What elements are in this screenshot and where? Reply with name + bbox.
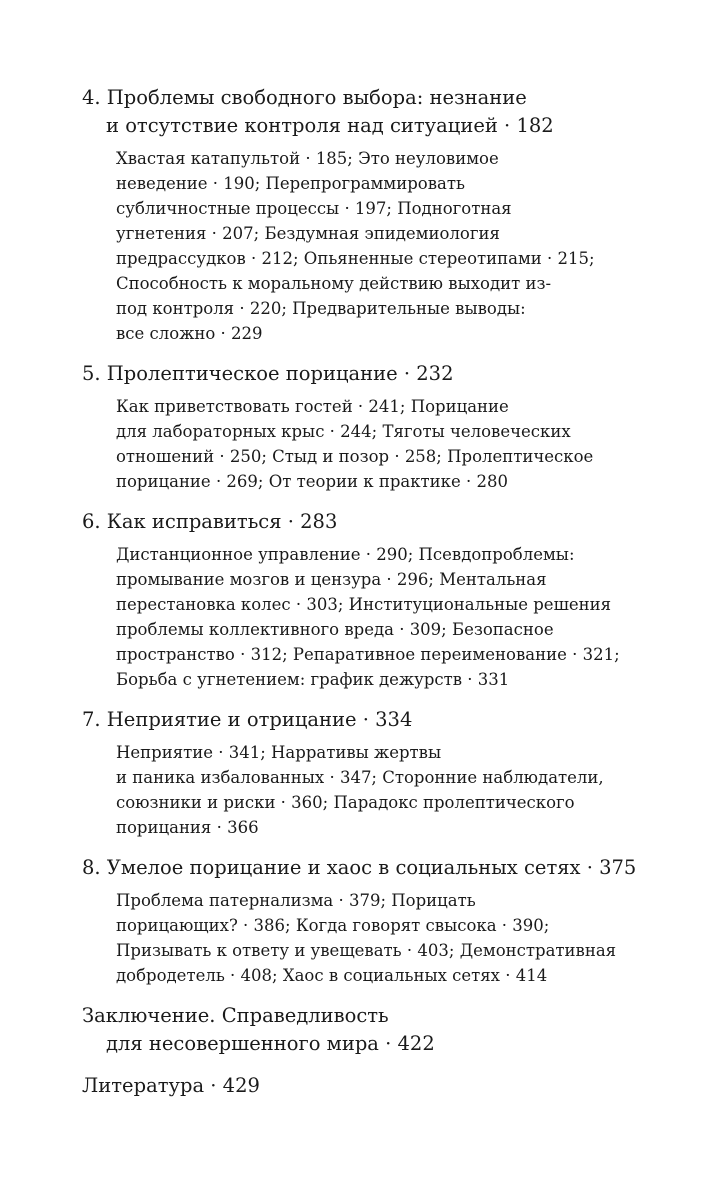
chapter-title[interactable] <box>82 1072 682 1100</box>
subsection-line: Борьба с угнетением: график дежурств · 331 <box>116 670 510 689</box>
chapter-title[interactable] <box>82 360 682 388</box>
subsection-line: перестановка колес · 303; Институциональные решения <box>116 595 612 614</box>
chapter-title-line: Литература · 429 <box>82 1074 260 1097</box>
subsection-line: Призывать к ответу и увещевать · 403; Демонстративная <box>116 941 617 960</box>
subsection-line: все сложно · 229 <box>116 324 263 343</box>
subsection-line: проблемы коллективного вреда · 309; Безопасное <box>116 620 554 639</box>
subsection-line: Как приветствовать гостей · 241; Порицание <box>116 397 509 416</box>
subsection-line: промывание мозгов и цензура · 296; Ментальная <box>116 570 547 589</box>
toc-entry-chapter-6 <box>82 508 682 692</box>
subsection-line: неведение · 190; Перепрограммировать <box>116 174 465 193</box>
toc-entry-conclusion <box>82 1002 682 1058</box>
chapter-title-line: Заключение. Справедливость <box>82 1004 389 1027</box>
subsection-list <box>82 888 682 988</box>
subsection-line: Дистанционное управление · 290; Псевдопроблемы: <box>116 545 575 564</box>
subsection-line: Способность к моральному действию выходит из- <box>116 274 552 293</box>
chapter-title[interactable] <box>82 1002 682 1058</box>
table-of-contents <box>82 84 682 1114</box>
subsection-line: Проблема патернализма · 379; Порицать <box>116 891 476 910</box>
subsection-line: угнетения · 207; Бездумная эпидемиология <box>116 224 500 243</box>
toc-entry-chapter-8 <box>82 854 682 988</box>
subsection-line: добродетель · 408; Хаос в социальных сетях · 414 <box>116 966 548 985</box>
subsection-line: под контроля · 220; Предварительные выводы: <box>116 299 526 318</box>
toc-entry-bibliography <box>82 1072 682 1100</box>
subsection-list <box>82 542 682 692</box>
subsection-line: порицающих? · 386; Когда говорят свысока · 390; <box>116 916 550 935</box>
chapter-title-line: для несовершенного мира · 422 <box>106 1032 435 1055</box>
chapter-title-line: и отсутствие контроля над ситуацией · 182 <box>106 114 554 137</box>
toc-entry-chapter-4 <box>82 84 682 346</box>
subsection-line: порицания · 366 <box>116 818 259 837</box>
toc-entry-chapter-5 <box>82 360 682 494</box>
chapter-title-line: 5. Пролептическое порицание · 232 <box>82 362 454 385</box>
subsection-line: порицание · 269; От теории к практике · 280 <box>116 472 508 491</box>
subsection-line: Хвастая катапультой · 185; Это неуловимое <box>116 149 499 168</box>
subsection-list <box>82 740 682 840</box>
subsection-line: отношений · 250; Стыд и позор · 258; Пролептическое <box>116 447 594 466</box>
chapter-title[interactable] <box>82 508 682 536</box>
subsection-list <box>82 146 682 346</box>
chapter-title[interactable] <box>82 84 682 140</box>
chapter-title-line: 7. Неприятие и отрицание · 334 <box>82 708 413 731</box>
subsection-list <box>82 394 682 494</box>
toc-entry-chapter-7 <box>82 706 682 840</box>
subsection-line: субличностные процессы · 197; Подноготная <box>116 199 512 218</box>
subsection-line: предрассудков · 212; Опьяненные стереотипами · 215; <box>116 249 595 268</box>
subsection-line: и паника избалованных · 347; Сторонние наблюдатели, <box>116 768 604 787</box>
chapter-title[interactable] <box>82 706 682 734</box>
subsection-line: Неприятие · 341; Нарративы жертвы <box>116 743 442 762</box>
subsection-line: союзники и риски · 360; Парадокс пролептического <box>116 793 575 812</box>
chapter-title-line: 4. Проблемы свободного выбора: незнание <box>82 86 527 109</box>
chapter-title-line: 6. Как исправиться · 283 <box>82 510 338 533</box>
subsection-line: пространство · 312; Репаративное переименование · 321; <box>116 645 620 664</box>
chapter-title[interactable] <box>82 854 682 882</box>
subsection-line: для лабораторных крыс · 244; Тяготы человеческих <box>116 422 571 441</box>
chapter-title-line: 8. Умелое порицание и хаос в социальных сетях · 375 <box>82 856 637 879</box>
